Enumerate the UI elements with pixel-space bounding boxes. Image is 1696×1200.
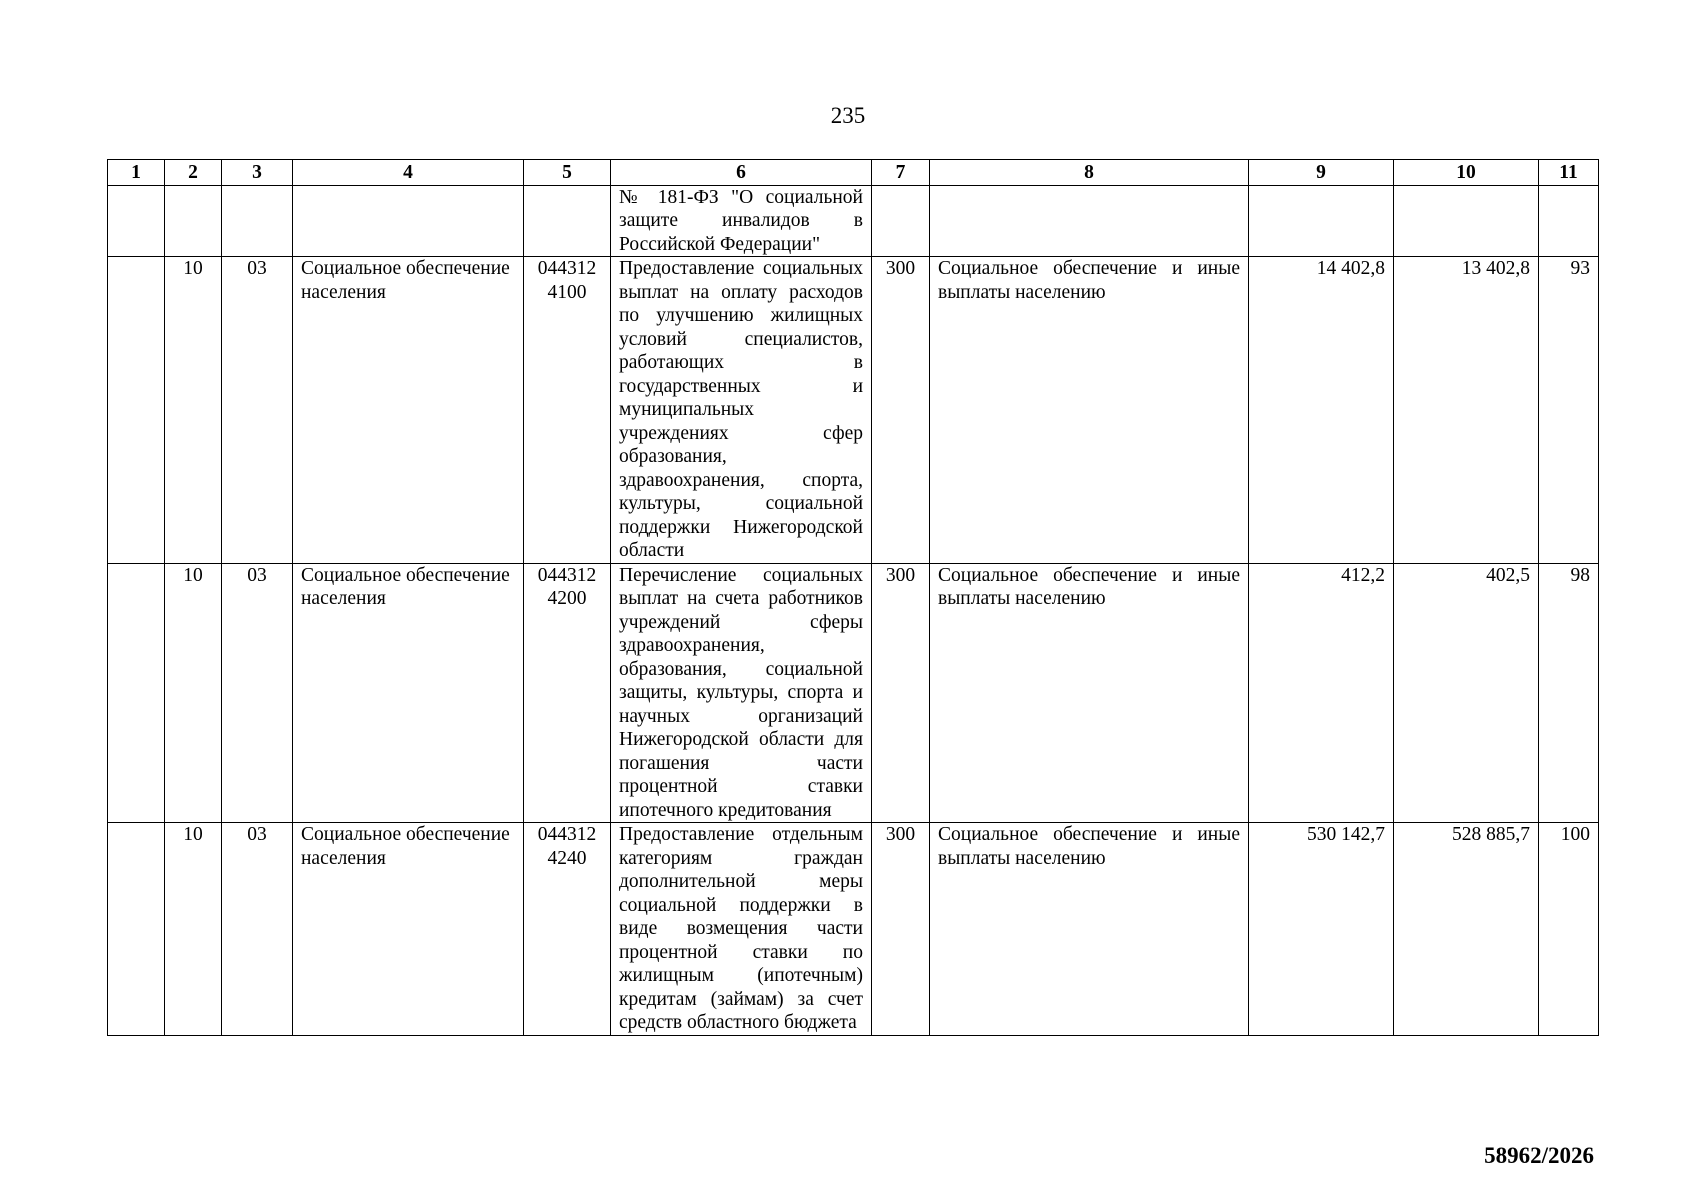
col-header: 1 — [108, 160, 165, 186]
col-header: 3 — [222, 160, 293, 186]
page-number: 235 — [830, 103, 866, 128]
cell-expense-type: 300 — [872, 563, 930, 823]
cell-planned: 530 142,7 — [1249, 823, 1394, 1036]
cell-section: 10 — [165, 257, 222, 564]
table-row — [108, 823, 1599, 1036]
cell-percent: 98 — [1539, 563, 1599, 823]
cell-percent — [1539, 185, 1599, 257]
col-header: 11 — [1539, 160, 1599, 186]
cell-description: Предоставление отдельным категориям граждан дополнительной меры социальной поддержки в виде возмещения части процентной ставки по жилищным (ипотечным) кредитам (займам) за счет средств областного бюджета — [611, 823, 872, 1036]
cell-subsection — [222, 185, 293, 257]
cell-col1 — [108, 563, 165, 823]
cell-percent: 100 — [1539, 823, 1599, 1036]
cell-target-code: 044312 4240 — [524, 823, 611, 1036]
col-header: 9 — [1249, 160, 1394, 186]
col-header: 5 — [524, 160, 611, 186]
cell-description: № 181-ФЗ "О социальной защите инвалидов в Российской Федерации" — [611, 185, 872, 257]
cell-col1 — [108, 823, 165, 1036]
col-header: 2 — [165, 160, 222, 186]
cell-section: 10 — [165, 823, 222, 1036]
cell-subsection: 03 — [222, 257, 293, 564]
table-row — [108, 563, 1599, 823]
cell-expense-name: Социальное обеспечение и иные выплаты населению — [930, 257, 1249, 564]
cell-section — [165, 185, 222, 257]
cell-subsection: 03 — [222, 823, 293, 1036]
cell-subsection-name: Социальное обеспечение населения — [293, 823, 524, 1036]
cell-expense-name: Социальное обеспечение и иные выплаты населению — [930, 823, 1249, 1036]
cell-subsection-name: Социальное обеспечение населения — [293, 257, 524, 564]
cell-target-code — [524, 185, 611, 257]
cell-target-code: 044312 4100 — [524, 257, 611, 564]
cell-description: Перечисление социальных выплат на счета работников учреждений сферы здравоохранения, образования, социальной защиты, культуры, спорта и научных организаций Нижегородской области для погашения части процентной ставки ипотечного кредитования — [611, 563, 872, 823]
cell-subsection-name — [293, 185, 524, 257]
document-registration-number: 58962/2026 — [1484, 1143, 1594, 1168]
col-header: 8 — [930, 160, 1249, 186]
cell-actual: 402,5 — [1394, 563, 1539, 823]
cell-planned — [1249, 185, 1394, 257]
cell-planned: 412,2 — [1249, 563, 1394, 823]
cell-target-code: 044312 4200 — [524, 563, 611, 823]
col-header: 6 — [611, 160, 872, 186]
cell-col1 — [108, 185, 165, 257]
table-row — [108, 185, 1599, 257]
budget-table — [107, 159, 1599, 1036]
cell-col1 — [108, 257, 165, 564]
cell-expense-name — [930, 185, 1249, 257]
cell-subsection-name: Социальное обеспечение населения — [293, 563, 524, 823]
cell-percent: 93 — [1539, 257, 1599, 564]
table-row — [108, 257, 1599, 564]
cell-expense-type — [872, 185, 930, 257]
col-header: 10 — [1394, 160, 1539, 186]
header-row — [108, 160, 1599, 186]
cell-expense-type: 300 — [872, 823, 930, 1036]
cell-description: Предоставление социальных выплат на оплату расходов по улучшению жилищных условий специалистов, работающих в государственных и муниципальных учреждениях сфер образования, здравоохранения, спорта, культуры, социальной поддержки Нижегородской области — [611, 257, 872, 564]
col-header: 4 — [293, 160, 524, 186]
cell-section: 10 — [165, 563, 222, 823]
cell-expense-type: 300 — [872, 257, 930, 564]
cell-actual — [1394, 185, 1539, 257]
cell-actual: 13 402,8 — [1394, 257, 1539, 564]
col-header: 7 — [872, 160, 930, 186]
cell-subsection: 03 — [222, 563, 293, 823]
cell-planned: 14 402,8 — [1249, 257, 1394, 564]
cell-expense-name: Социальное обеспечение и иные выплаты населению — [930, 563, 1249, 823]
cell-actual: 528 885,7 — [1394, 823, 1539, 1036]
